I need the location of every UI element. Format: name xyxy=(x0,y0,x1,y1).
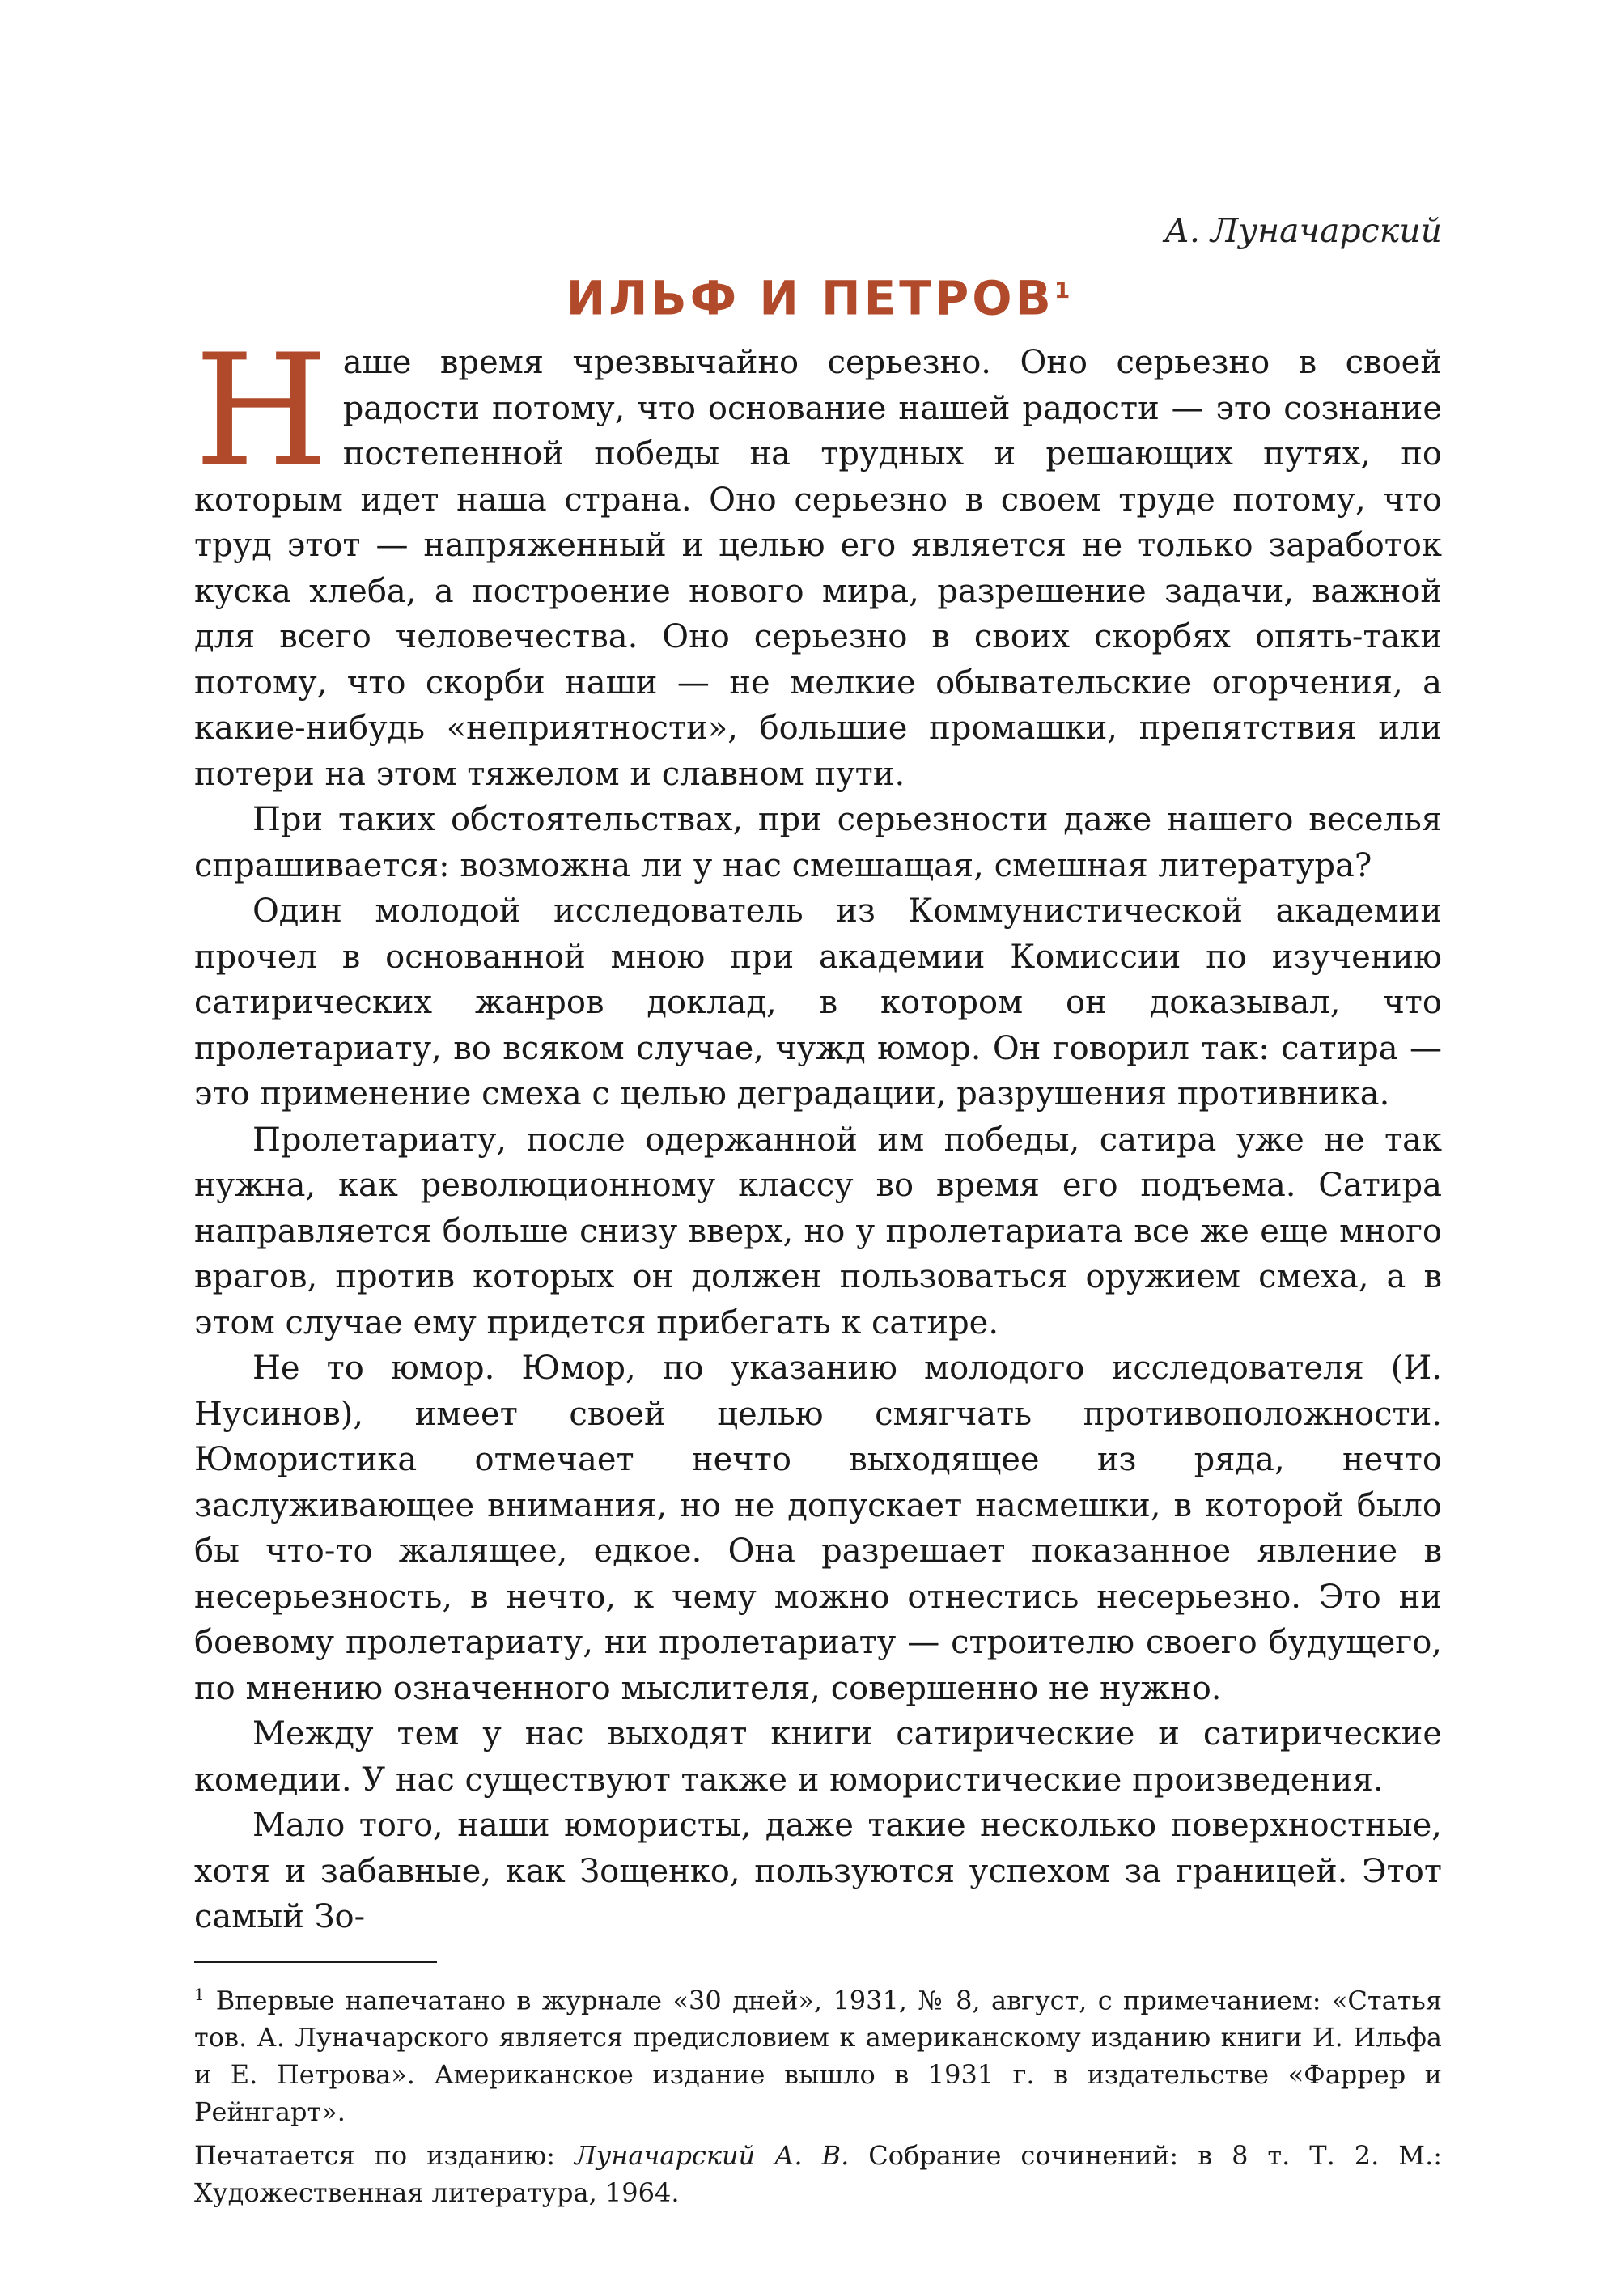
footnote-mark: 1 xyxy=(194,1984,205,2004)
footnotes xyxy=(194,1976,1442,2212)
drop-cap: Н xyxy=(194,321,329,501)
title-footnote-mark: 1 xyxy=(1054,277,1071,303)
footnote-text: Впервые напечатано в журнале «30 дней», 1931, № 8, август, с примечанием: «Статья тов. А. Луначарского является предисловием к американскому изданию книги И. Ильфа и Е. Петрова». Американское издание вышло в 1931 г. в издательстве «Фаррер и Рейнгарт». xyxy=(194,1985,1442,2128)
source-author: Луначарский А. В. xyxy=(575,2140,850,2172)
paragraph-6: Между тем у нас выходят книги сатирические и сатирические комедии. У нас существуют также и юмористические произведения. xyxy=(194,1715,1442,1799)
article-title-text: ИЛЬФ И ПЕТРОВ xyxy=(566,270,1054,326)
paragraph-5: Не то юмор. Юмор, по указанию молодого исследователя (И. Нусинов), имеет своей целью смягчать противоположности. Юмористика отмечает нечто выходящее из ряда, нечто заслуживающее внимания, но не допускает насмешки, в которой было бы что-то жалящее, едкое. Она разрешает показанное явление в несерьезность, в нечто, к чему можно отнестись несерьезно. Это ни боевому пролетариату, ни пролетариату — строителю своего будущего, по мнению означенного мыслителя, совершенно не нужно. xyxy=(194,1350,1442,1707)
footnote-divider xyxy=(194,1961,437,1963)
page xyxy=(194,206,1442,2218)
paragraph-1 xyxy=(194,321,1442,797)
source-prefix: Печатается по изданию: xyxy=(194,2140,575,2172)
author-name: А. Луначарский xyxy=(1164,211,1442,250)
paragraph-2: При таких обстоятельствах, при серьезности даже нашего веселья спрашивается: возможна ли у нас смешащая, смешная литература? xyxy=(194,801,1442,884)
source-note xyxy=(194,2137,1442,2211)
paragraph-1-text: аше время чрезвычайно серьезно. Оно серьезно в своей радости потому, что основание нашей радости — это сознание постепенной победы на трудных и решающих путях, по которым идет наша страна. Оно серьезно в своем труде потому, что труд этот — напряженный и целью его является не только заработок куска хлеба, а построение нового мира, разрешение задачи, важной для всего человечества. Оно серьезно в своих скорбях опять-таки потому, что скорби наши — не мелкие обывательские огорчения, а какие-нибудь «неприятности», большие промашки, препятствия или потери на этом тяжелом и славном пути. xyxy=(194,344,1442,793)
source-rest: Собрание сочинений: в 8 т. Т. 2. М.: Художественная литература, 1964. xyxy=(194,2140,1443,2209)
article-title xyxy=(194,260,1442,328)
paragraph-3: Один молодой исследователь из Коммунистической академии прочел в основанной мною при академии Комиссии по изучению сатирических жанров доклад, в котором он доказывал, что пролетариату, во всяком случае, чужд юмор. Он говорил так: сатира — это применение смеха с целью деградации, разрушения противника. xyxy=(194,892,1442,1113)
paragraph-7: Мало того, наши юмористы, даже такие несколько поверхностные, хотя и забавные, как Зощенко, пользуются успехом за границей. Этот самый Зо- xyxy=(194,1807,1442,1936)
footnote-1 xyxy=(194,1976,1442,2131)
article-body xyxy=(194,321,1442,1940)
paragraph-4: Пролетариату, после одержанной им победы, сатира уже не так нужна, как революционному классу во время его подъема. Сатира направляется больше снизу вверх, но у пролетариата все же еще много врагов, против которых он должен пользоваться оружием смеха, а в этом случае ему придется прибегать к сатире. xyxy=(194,1121,1442,1341)
